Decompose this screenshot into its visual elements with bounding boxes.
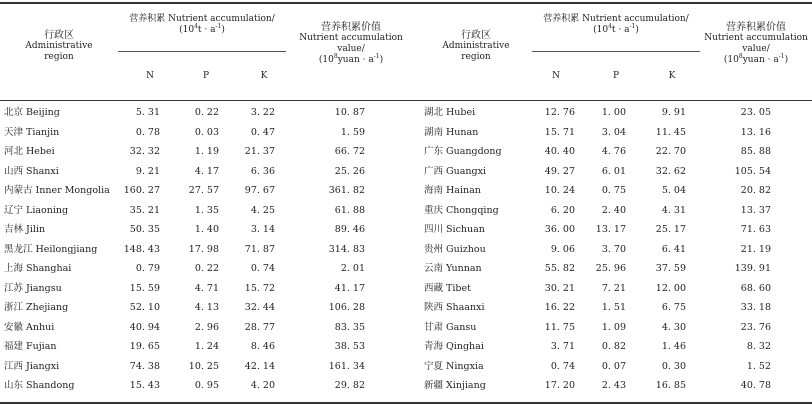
p-cell: 1. 40 [194, 224, 219, 235]
region-cell: 湖北 Hubei [424, 107, 476, 118]
table-row [0, 279, 812, 299]
n-cell: 9. 21 [135, 165, 160, 177]
n-cell: 0. 78 [135, 126, 160, 138]
p-cell: 1. 00 [601, 107, 626, 118]
n-cell: 6. 20 [550, 204, 575, 216]
region-header-right: 行政区 Administrative region [442, 30, 510, 62]
k-cell: 32. 62 [655, 165, 686, 177]
region-cell: 吉林 Jilin [4, 224, 46, 235]
value-cell: 21. 19 [740, 243, 771, 255]
k-cell: 4. 20 [250, 380, 275, 391]
accum-header-left: 营养积累 Nutrient accumulation/ $(10^4t \cdot a^{-1})$ [129, 14, 275, 35]
k-cell: 71. 87 [244, 243, 275, 255]
p-cell: 0. 07 [601, 360, 626, 372]
region-cell: 黑龙江 Heilongjiang [4, 243, 98, 255]
n-cell: 5. 31 [135, 107, 160, 118]
p-cell: 6. 01 [601, 165, 626, 177]
region-cell: 湖南 Hunan [424, 126, 479, 138]
k-cell: 16. 85 [655, 380, 686, 391]
p-cell: 0. 03 [194, 126, 219, 138]
accum-subrule-right [532, 51, 700, 52]
k-cell: 97. 67 [244, 185, 275, 196]
bottom-rule [0, 402, 812, 404]
k-cell: 32. 44 [244, 302, 275, 313]
value-cell: 1. 52 [746, 360, 771, 372]
k-cell: 6. 41 [661, 243, 686, 255]
p-cell: 0. 95 [194, 380, 219, 391]
value-cell: 20. 82 [740, 185, 771, 196]
region-cell: 陕西 Shaanxi [424, 302, 485, 313]
region-cell: 青海 Qinghai [424, 341, 484, 352]
value-cell: 33. 18 [740, 302, 771, 313]
p-cell: 0. 75 [601, 185, 626, 196]
n-cell: 10. 24 [544, 185, 575, 196]
k-cell: 15. 72 [244, 282, 275, 294]
table-row [0, 376, 812, 396]
n-cell: 12. 76 [544, 107, 575, 118]
col-k-right: K [668, 71, 676, 81]
k-cell: 4. 31 [661, 204, 686, 216]
p-cell: 1. 24 [194, 341, 219, 352]
p-cell: 1. 09 [601, 321, 626, 333]
accum-subrule-left [118, 51, 286, 52]
region-cell: 内蒙古 Inner Mongolia [4, 185, 110, 196]
value-cell: 25. 26 [334, 165, 365, 177]
k-cell: 11. 45 [655, 126, 686, 138]
k-cell: 21. 37 [244, 146, 275, 157]
p-cell: 27. 57 [188, 185, 219, 196]
col-k-left: K [260, 71, 268, 81]
n-cell: 15. 71 [544, 126, 575, 138]
k-cell: 8. 46 [250, 341, 275, 352]
k-cell: 3. 22 [250, 107, 275, 118]
n-cell: 9. 06 [550, 243, 575, 255]
k-cell: 4. 30 [661, 321, 686, 333]
table-row [0, 318, 812, 338]
p-cell: 3. 04 [601, 126, 626, 138]
region-cell: 山西 Shanxi [4, 165, 59, 177]
value-header-right: 营养积累价值 Nutrient accumulation value/ $(10^8yuan \cdot a^{-1})$ [704, 22, 808, 65]
value-cell: 61. 88 [334, 204, 365, 216]
value-cell: 23. 05 [740, 107, 771, 118]
value-cell: 83. 35 [334, 321, 365, 333]
value-cell: 10. 87 [334, 107, 365, 118]
region-cell: 辽宁 Liaoning [4, 204, 69, 216]
region-cell: 四川 Sichuan [424, 224, 485, 235]
region-cell: 浙江 Zhejiang [4, 302, 69, 313]
table-row [0, 220, 812, 240]
n-cell: 11. 75 [544, 321, 575, 333]
value-cell: 1. 59 [340, 126, 365, 138]
n-cell: 15. 59 [129, 282, 160, 294]
region-cell: 新疆 Xinjiang [424, 380, 486, 391]
value-cell: 105. 54 [734, 165, 771, 177]
value-cell: 13. 37 [740, 204, 771, 216]
k-cell: 3. 14 [250, 224, 275, 235]
p-cell: 4. 17 [194, 165, 219, 177]
n-cell: 148. 43 [123, 243, 160, 255]
value-cell: 2. 01 [340, 263, 365, 274]
region-cell: 安徽 Anhui [4, 321, 55, 333]
region-cell: 福建 Fujian [4, 341, 57, 352]
table-row [0, 240, 812, 260]
col-n-right: N [552, 71, 560, 81]
k-cell: 37. 59 [655, 263, 686, 274]
n-cell: 0. 79 [135, 263, 160, 274]
n-cell: 74. 38 [129, 360, 160, 372]
p-cell: 4. 13 [194, 302, 219, 313]
region-cell: 山东 Shandong [4, 380, 75, 391]
table-row [0, 142, 812, 162]
table-row [0, 123, 812, 143]
n-cell: 52. 10 [129, 302, 160, 313]
n-cell: 36. 00 [544, 224, 575, 235]
value-cell: 139. 91 [734, 263, 771, 274]
k-cell: 42. 14 [244, 360, 275, 372]
region-cell: 江西 Jiangxi [4, 360, 60, 372]
k-cell: 9. 91 [661, 107, 686, 118]
col-p-left: P [202, 71, 210, 81]
n-cell: 55. 82 [544, 263, 575, 274]
n-cell: 40. 94 [129, 321, 160, 333]
p-cell: 2. 40 [601, 204, 626, 216]
value-cell: 361. 82 [328, 185, 365, 196]
value-cell: 8. 32 [746, 341, 771, 352]
value-cell: 68. 60 [740, 282, 771, 294]
p-cell: 2. 43 [601, 380, 626, 391]
p-cell: 0. 82 [601, 341, 626, 352]
col-n-left: N [146, 71, 154, 81]
region-cell: 海南 Hainan [424, 185, 481, 196]
k-cell: 25. 17 [655, 224, 686, 235]
k-cell: 0. 30 [661, 360, 686, 372]
table-row [0, 201, 812, 221]
n-cell: 19. 65 [129, 341, 160, 352]
p-cell: 7. 21 [601, 282, 626, 294]
table-row [0, 337, 812, 357]
region-header-left: 行政区 Administrative region [25, 30, 93, 62]
region-cell: 云南 Yunnan [424, 263, 482, 274]
top-rule [0, 2, 812, 4]
k-cell: 6. 36 [250, 165, 275, 177]
p-cell: 4. 76 [601, 146, 626, 157]
value-header-left: 营养积累价值 Nutrient accumulation value/ $(10^8yuan \cdot a^{-1})$ [299, 22, 403, 65]
region-cell: 北京 Beijing [4, 107, 60, 118]
table-row [0, 162, 812, 182]
n-cell: 17. 20 [544, 380, 575, 391]
value-cell: 106. 28 [328, 302, 365, 313]
table-row [0, 103, 812, 123]
k-cell: 12. 00 [655, 282, 686, 294]
value-cell: 89. 46 [334, 224, 365, 235]
value-cell: 13. 16 [740, 126, 771, 138]
p-cell: 3. 70 [601, 243, 626, 255]
p-cell: 1. 51 [601, 302, 626, 313]
region-cell: 上海 Shanghai [4, 263, 72, 274]
n-cell: 40. 40 [544, 146, 575, 157]
header-rule [0, 100, 812, 101]
p-cell: 1. 19 [194, 146, 219, 157]
k-cell: 22. 70 [655, 146, 686, 157]
k-cell: 1. 46 [661, 341, 686, 352]
region-cell: 西藏 Tibet [424, 282, 471, 294]
k-cell: 4. 25 [250, 204, 275, 216]
table-row [0, 181, 812, 201]
p-cell: 10. 25 [188, 360, 219, 372]
region-cell: 天津 Tianjin [4, 126, 60, 138]
n-cell: 50. 35 [129, 224, 160, 235]
p-cell: 0. 22 [194, 107, 219, 118]
n-cell: 32. 32 [129, 146, 160, 157]
value-cell: 40. 78 [740, 380, 771, 391]
table-row [0, 259, 812, 279]
region-cell: 河北 Hebei [4, 146, 55, 157]
k-cell: 5. 04 [661, 185, 686, 196]
n-cell: 3. 71 [550, 341, 575, 352]
p-cell: 0. 22 [194, 263, 219, 274]
region-cell: 重庆 Chongqing [424, 204, 499, 216]
k-cell: 28. 77 [244, 321, 275, 333]
value-cell: 41. 17 [334, 282, 365, 294]
region-cell: 贵州 Guizhou [424, 243, 486, 255]
value-cell: 23. 76 [740, 321, 771, 333]
n-cell: 16. 22 [544, 302, 575, 313]
p-cell: 4. 71 [194, 282, 219, 294]
p-cell: 25. 96 [595, 263, 626, 274]
region-cell: 江苏 Jiangsu [4, 282, 62, 294]
n-cell: 30. 21 [544, 282, 575, 294]
table-row [0, 298, 812, 318]
value-cell: 71. 63 [740, 224, 771, 235]
value-cell: 38. 53 [334, 341, 365, 352]
col-p-right: P [612, 71, 620, 81]
k-cell: 0. 74 [250, 263, 275, 274]
n-cell: 160. 27 [123, 185, 160, 196]
n-cell: 15. 43 [129, 380, 160, 391]
value-cell: 314. 83 [328, 243, 365, 255]
value-cell: 29. 82 [334, 380, 365, 391]
value-cell: 66. 72 [334, 146, 365, 157]
region-cell: 广西 Guangxi [424, 165, 486, 177]
value-cell: 85. 88 [740, 146, 771, 157]
region-cell: 广东 Guangdong [424, 146, 502, 157]
k-cell: 0. 47 [250, 126, 275, 138]
k-cell: 6. 75 [661, 302, 686, 313]
region-cell: 甘肃 Gansu [424, 321, 477, 333]
region-cell: 宁夏 Ningxia [424, 360, 484, 372]
n-cell: 0. 74 [550, 360, 575, 372]
p-cell: 2. 96 [194, 321, 219, 333]
p-cell: 1. 35 [194, 204, 219, 216]
table-row [0, 357, 812, 377]
p-cell: 13. 17 [595, 224, 626, 235]
n-cell: 49. 27 [544, 165, 575, 177]
n-cell: 35. 21 [129, 204, 160, 216]
value-cell: 161. 34 [328, 360, 365, 372]
p-cell: 17. 98 [188, 243, 219, 255]
accum-header-right: 营养积累 Nutrient accumulation/ $(10^4t \cdot a^{-1})$ [543, 14, 689, 35]
